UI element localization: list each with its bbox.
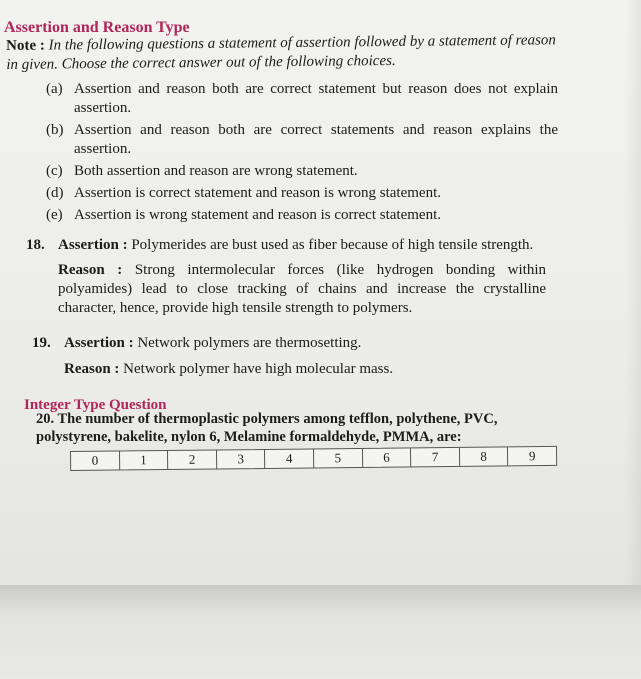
option-e: [46, 206, 558, 225]
option-label: (c): [46, 163, 63, 179]
q19-reason: [64, 360, 552, 379]
option-d: [46, 184, 558, 203]
assertion-label: Assertion :: [64, 335, 134, 351]
question-number: 20.: [36, 411, 55, 427]
q18-reason: [58, 261, 546, 318]
option-label: (b): [46, 122, 64, 138]
option-text: Assertion is correct statement and reason is wrong statement.: [74, 185, 441, 201]
question-text: The number of thermoplastic polymers among tefflon, polythene, PVC, polystyrene, bakelite, nylon 6, Melamine formaldehyde, PMMA, are:: [36, 411, 498, 445]
answer-choice-7[interactable]: 7: [411, 448, 460, 467]
reason-text: Strong intermolecular forces (like hydrogen bonding within polyamides) lead to close tracking of chains and increase the crystalline character, hence, provide high tensile strength to polymers.: [58, 262, 547, 316]
option-text: Assertion is wrong statement and reason is correct statement.: [74, 207, 441, 223]
note-paragraph: [6, 31, 562, 75]
q18-assertion-line: [26, 236, 546, 255]
reason-label: Reason :: [58, 262, 123, 278]
assertion-label: Assertion :: [58, 237, 128, 253]
question-18: [26, 236, 546, 318]
assertion-text: Network polymers are thermosetting.: [137, 335, 362, 351]
question-20: [36, 410, 556, 446]
answer-choice-5[interactable]: 5: [314, 449, 363, 468]
answer-choice-1[interactable]: 1: [120, 451, 169, 470]
page-edge-shadow: [625, 0, 641, 600]
answer-choice-8[interactable]: 8: [460, 447, 509, 466]
option-text: Both assertion and reason are wrong statement.: [74, 163, 358, 179]
note-label: Note :: [6, 37, 45, 54]
answer-choice-2[interactable]: 2: [168, 450, 217, 469]
question-number: 19.: [32, 335, 51, 351]
answer-choice-3[interactable]: 3: [217, 450, 266, 469]
q19-assertion-line: [32, 334, 552, 353]
option-text: Assertion and reason both are correct statement but reason does not explain assertion.: [74, 81, 558, 116]
question-19: [32, 334, 552, 379]
answer-choice-6[interactable]: 6: [363, 448, 412, 467]
option-a: [46, 80, 558, 118]
option-label: (a): [46, 81, 63, 97]
option-label: (e): [46, 207, 63, 223]
assertion-text: Polymerides are bust used as fiber because of high tensile strength.: [131, 237, 534, 253]
note-text: In the following questions a statement of assertion followed by a statement of reason in given. Choose the correct answer out of the following choices.: [6, 32, 556, 73]
answer-choice-4[interactable]: 4: [265, 449, 314, 468]
answer-choice-9[interactable]: 9: [528, 448, 536, 464]
integer-section-heading: Integer Type Question: [24, 397, 167, 413]
option-b: [46, 121, 558, 159]
section-heading: Assertion and Reason Type: [4, 19, 190, 36]
reason-text: Network polymer have high molecular mass.: [123, 361, 394, 377]
question-number: 18.: [26, 237, 45, 253]
reason-label: Reason :: [64, 361, 120, 377]
answer-choice-0[interactable]: 0: [71, 451, 120, 470]
page-bottom-area: [0, 585, 641, 679]
option-label: (d): [46, 185, 64, 201]
options-list: [46, 80, 558, 228]
option-c: [46, 162, 558, 181]
option-text: Assertion and reason both are correct statements and reason explains the assertion.: [74, 122, 558, 157]
